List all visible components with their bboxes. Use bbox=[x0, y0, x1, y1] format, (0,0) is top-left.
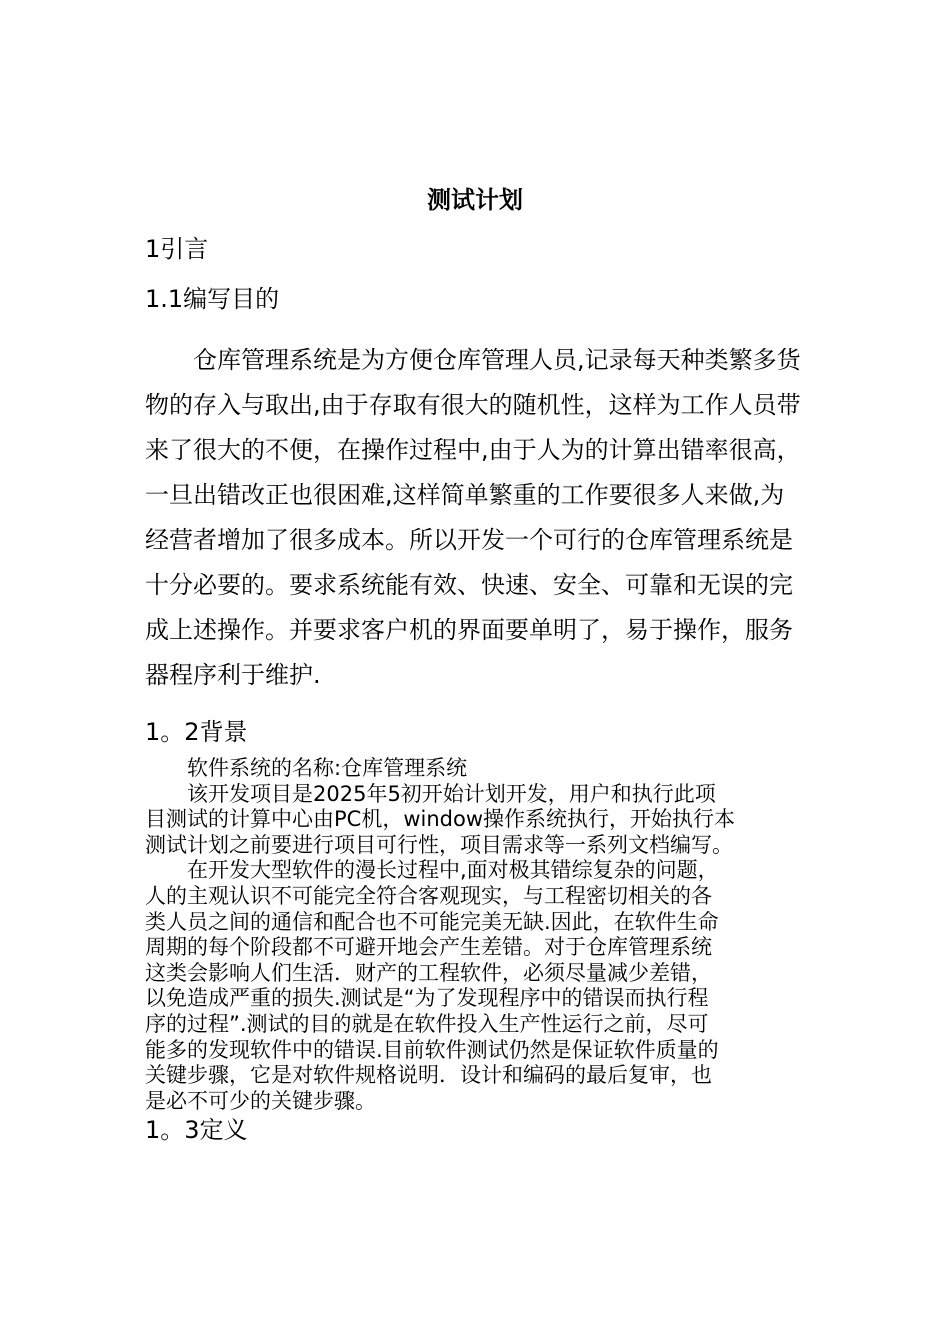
paragraph-line: 在开发大型软件的漫长过程中,面对极其错综复杂的问题， bbox=[145, 858, 719, 883]
section-heading-definition: 1。3定义 bbox=[145, 1116, 248, 1144]
document-title: 测试计划 bbox=[427, 186, 523, 214]
paragraph-line: 这类会影响人们生活．财产的工程软件，必须尽量减少差错， bbox=[145, 960, 712, 985]
paragraph-line: 仓库管理系统是为方便仓库管理人员,记录每天种类繁多货 bbox=[145, 346, 801, 374]
paragraph-line: 周期的每个阶段都不可避开地会产生差错。对于仓库管理系统 bbox=[145, 935, 712, 960]
background-paragraph bbox=[145, 756, 815, 1114]
paragraph-line: 一旦出错改正也很困难,这样简单繁重的工作要很多人来做,为 bbox=[145, 481, 785, 509]
paragraph-line: 器程序利于维护. bbox=[145, 661, 321, 689]
paragraph-line: 能多的发现软件中的错误.目前软件测试仍然是保证软件质量的 bbox=[145, 1037, 719, 1062]
paragraph-line: 成上述操作。并要求客户机的界面要单明了，易于操作，服务 bbox=[145, 616, 793, 644]
section-heading-background: 1。2背景 bbox=[145, 718, 248, 746]
paragraph-line: 物的存入与取出,由于存取有很大的随机性，这样为工作人员带 bbox=[145, 391, 801, 419]
paragraph-line: 测试计划之前要进行项目可行性，项目需求等一系列文档编写。 bbox=[145, 832, 733, 857]
paragraph-line: 以免造成严重的损失.测试是“为了发现程序中的错误而执行程 bbox=[145, 986, 709, 1011]
paragraph-line: 目测试的计算中心由PC机，window操作系统执行，开始执行本 bbox=[145, 807, 735, 832]
paragraph-line: 是必不可少的关键步骤。 bbox=[145, 1088, 376, 1113]
section-heading-intro: 1引言 bbox=[145, 235, 209, 263]
paragraph-line: 来了很大的不便，在操作过程中,由于人为的计算出错率很高， bbox=[145, 436, 801, 464]
paragraph-line: 关键步骤，它是对软件规格说明．设计和编码的最后复审，也 bbox=[145, 1063, 712, 1088]
paragraph-line: 人的主观认识不可能完全符合客观现实，与工程密切相关的各 bbox=[145, 883, 712, 908]
purpose-paragraph bbox=[145, 338, 815, 698]
section-heading-purpose: 1.1编写目的 bbox=[145, 285, 280, 313]
paragraph-line: 该开发项目是2025年5初开始计划开发，用户和执行此项 bbox=[145, 781, 716, 806]
paragraph-line: 软件系统的名称:仓库管理系统 bbox=[145, 756, 468, 780]
paragraph-line: 经营者增加了很多成本。所以开发一个可行的仓库管理系统是 bbox=[145, 526, 793, 554]
paragraph-line: 类人员之间的通信和配合也不可能完美无缺.因此，在软件生命 bbox=[145, 909, 719, 934]
paragraph-line: 序的过程”.测试的目的就是在软件投入生产性运行之前，尽可 bbox=[145, 1011, 709, 1036]
paragraph-line: 十分必要的。要求系统能有效、快速、安全、可靠和无误的完 bbox=[145, 571, 793, 599]
